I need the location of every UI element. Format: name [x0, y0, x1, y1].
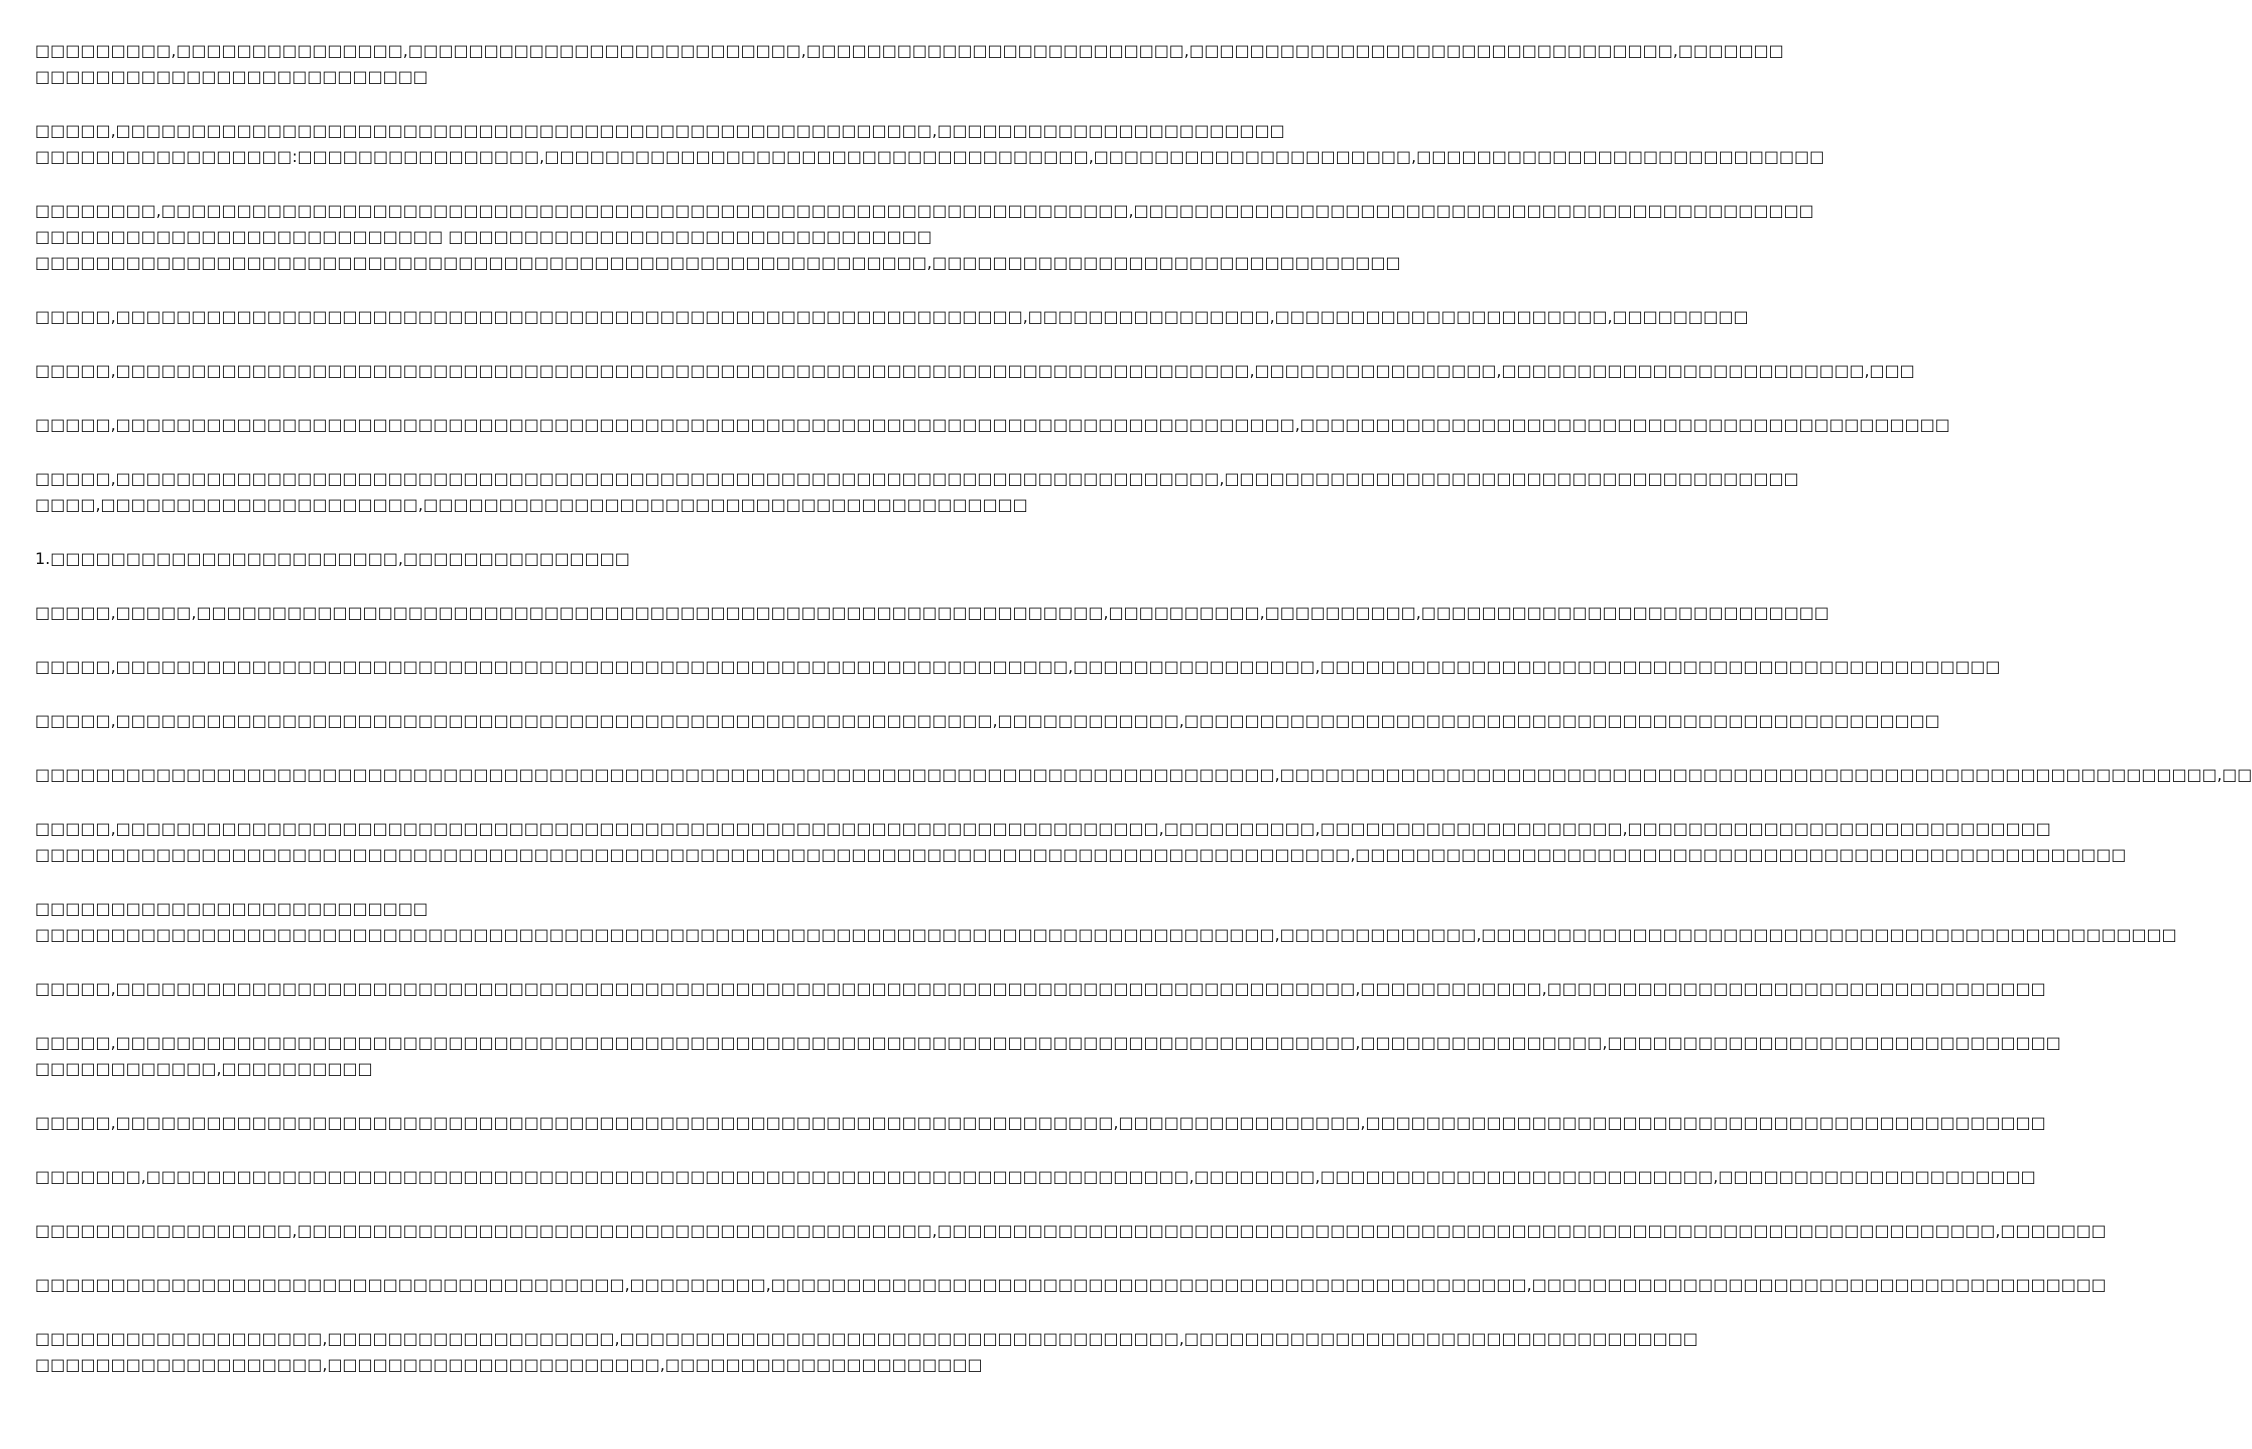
text-line: □□□□□,□□□□□□□□□□□□□□□□□□□□□□□□□□□□□□□□□□□□□□□□□□□□□□□□□□□□□□□□□□□□□□□□□□□□□□□□□,□□□□□□□□□□□□□□□□□□□□□□□□□□□□□□□□□□□□□□ [35, 469, 1799, 488]
text-line: □□□□□□□□□□□□□□□□□□□□□□□□□□□□□□□□□□□□□□□□□□□□□□□□□□□□□□□□□□□□□□□□□□□□□□□□□□□□□□□□□□□□□□□,□□□□□□□□□□□□□□□□□□□□□□□□□□□□□□□□□□□□□□□□□□□□□□□□□□□ [35, 845, 2127, 864]
text-line: □□□□□,□□□□□□□□□□□□□□□□□□□□□□□□□□□□□□□□□□□□□□□□□□□□□□□□□□□□□□□□□□□□,□□□□□□□□□□□□□□□□,□□□□□□□□□□□□□□□□□□□□□□,□□□□□□□□□ [35, 307, 1749, 326]
paragraph [35, 1272, 2107, 1298]
paragraph [35, 1030, 2061, 1082]
text-line: □□□□□□□□□□□□,□□□□□□□□□□ [35, 1059, 373, 1078]
text-line: □□□□□,□□□□□□□□□□□□□□□□□□□□□□□□□□□□□□□□□□□□□□□□□□□□□□□□□□□□□□,□□□□□□□□□□□□□□□□□□□□□□□ [35, 121, 1285, 140]
text-line: □□□□□□□□□□□□□□□□□□□□□□□□□□□□□□□□□□□□□□□,□□□□□□□□□,□□□□□□□□□□□□□□□□□□□□□□□□□□□□□□□□□□□□□□□□□□□□□□□□□□,□□□□□□□□□□□□□□□□□□□□□□□□□□□□□□□□□□□□□□ [35, 1275, 2107, 1294]
text-line: □□□□□□□□□□□□□□□□□□□□□□□□□□ [35, 67, 429, 86]
text-line: □□□□□□□,□□□□□□□□□□□□□□□□□□□□□□□□□□□□□□□□□□□□□□□□□□□□□□□□□□□□□□□□□□□□□□□□□□□□□,□□□□□□□□,□□□□□□□□□□□□□□□□□□□□□□□□□□,□□□□□□□□□□□□□□□□□□□□□ [35, 1167, 2036, 1186]
text-line: □□□□□,□□□□□□□□□□□□□□□□□□□□□□□□□□□□□□□□□□□□□□□□□□□□□□□□□□□□□□□□□□□□□□□□□□□□□,□□□□□□□□□□,□□□□□□□□□□□□□□□□□□□□,□□□□□□□□□□□□□□□□□□□□□□□□□□□□ [35, 819, 2051, 838]
paragraph [35, 816, 2127, 868]
text-line: □□□□□,□□□□□□□□□□□□□□□□□□□□□□□□□□□□□□□□□□□□□□□□□□□□□□□□□□□□□□□□□□□□□□□□□□□□□□□□□□□,□□□□□□□□□□□□□□□□,□□□□□□□□□□□□□□□□□□□□□□□□,□□□ [35, 361, 1915, 380]
paragraph [35, 708, 1940, 734]
text-line: □□□□□□□□□□□□□□□□□□□□□□□□□□□□□□□□□□□□□□□□□□□□□□□□□□□□□□□□□□□□□□□□□□□□□□□□□□□□□□□□□□,□□□□□□□□□□□□□□□□□□□□□□□□□□□□□□□□□□□□□□□□□□□□□□□□□□□□□□□□□□□□□□,□□ [35, 765, 2252, 784]
text-line: 1.□□□□□□□□□□□□□□□□□□□□□□□,□□□□□□□□□□□□□□□ [35, 549, 630, 568]
paragraph [35, 38, 1784, 90]
text-line: □□□□□□□□□□□□□□□□□□□□□□□□□□□□□□□□□□□□□□□□□□□□□□□□□□□□□□□□□□□□□□□□□□□□□□□□□□□□□□□□□□,□□□□□□□□□□□□□,□□□□□□□□□□□□□□□□□□□□□□□□□□□□□□□□□□□□□□□□□□□□□□ [35, 925, 2177, 944]
text-line: □□□□□□□□□□□□□□□□□,□□□□□□□□□□□□□□□□□□□□□□□□□□□□□□□□□□□□□□□□□□,□□□□□□□□□□□□□□□□□□□□□□□□□□□□□□□□□□□□□□□□□□□□□□□□□□□□□□□□□□□□□□□□□□□□□□,□□□□□□□ [35, 1221, 2107, 1240]
text-line: □□□□□□□□□□□□□□□□□□□□□□□□□□□□□□□□□□□□□□□□□□□□□□□□□□□□□□□□□□□,□□□□□□□□□□□□□□□□□□□□□□□□□□□□□□□ [35, 253, 1401, 272]
text-line: □□□□□,□□□□□□□□□□□□□□□□□□□□□□□□□□□□□□□□□□□□□□□□□□□□□□□□□□□□□□□□□□□□□□□□□□□□□□□□□□□□□□,□□□□□□□□□□□□□□□□□□□□□□□□□□□□□□□□□□□□□□□□□□□ [35, 415, 1950, 434]
paragraph [35, 358, 1915, 384]
text-line: □□□□□,□□□□□□□□□□□□□□□□□□□□□□□□□□□□□□□□□□□□□□□□□□□□□□□□□□□□□□□□□□,□□□□□□□□□□□□,□□□□□□□□□□□□□□□□□□□□□□□□□□□□□□□□□□□□□□□□□□□□□□□□□□ [35, 711, 1940, 730]
text-line: □□□□□□□□□□□□□□□□□□□□□□□□□□ [35, 899, 429, 918]
document-body [35, 38, 2252, 1406]
paragraph [35, 118, 1825, 170]
text-line: □□□□,□□□□□□□□□□□□□□□□□□□□□,□□□□□□□□□□□□□□□□□□□□□□□□□□□□□□□□□□□□□□□□ [35, 495, 1028, 514]
text-line: □□□□□,□□□□□□□□□□□□□□□□□□□□□□□□□□□□□□□□□□□□□□□□□□□□□□□□□□□□□□□□□□□□□□□,□□□□□□□□□□□□□□□□,□□□□□□□□□□□□□□□□□□□□□□□□□□□□□□□□□□□□□□□□□□□□□ [35, 657, 2001, 676]
paragraph [35, 412, 1950, 438]
paragraph [35, 896, 2177, 948]
text-line: □□□□□,□□□□□□□□□□□□□□□□□□□□□□□□□□□□□□□□□□□□□□□□□□□□□□□□□□□□□□□□□□□□□□□□□□□□□□□□□□□□□□□□□□,□□□□□□□□□□□□□□□□,□□□□□□□□□□□□□□□□□□□□□□□□□□□□□□ [35, 1033, 2061, 1052]
paragraph [35, 1164, 2036, 1190]
text-line: □□□□□□□□,□□□□□□□□□□□□□□□□□□□□□□□□□□□□□□□□□□□□□□□□□□□□□□□□□□□□□□□□□□□□□□□□,□□□□□□□□□□□□□□□□□□□□□□□□□□□□□□□□□□□□□□□□□□□□□ [35, 201, 1814, 220]
text-line: □□□□□□□□□□□□□□□□□□□,□□□□□□□□□□□□□□□□□□□,□□□□□□□□□□□□□□□□□□□□□□□□□□□□□□□□□□□□□,□□□□□□□□□□□□□□□□□□□□□□□□□□□□□□□□□□ [35, 1329, 1699, 1348]
paragraph [35, 654, 2001, 680]
text-line: □□□□□,□□□□□□□□□□□□□□□□□□□□□□□□□□□□□□□□□□□□□□□□□□□□□□□□□□□□□□□□□□□□□□□□□□,□□□□□□□□□□□□□□□□,□□□□□□□□□□□□□□□□□□□□□□□□□□□□□□□□□□□□□□□□□□□□□ [35, 1113, 2046, 1132]
text-line: □□□□□,□□□□□,□□□□□□□□□□□□□□□□□□□□□□□□□□□□□□□□□□□□□□□□□□□□□□□□□□□□□□□□□□□□,□□□□□□□□□□,□□□□□□□□□□,□□□□□□□□□□□□□□□□□□□□□□□□□□□ [35, 603, 1830, 622]
text-line: □□□□□□□□□□□□□□□□□□□,□□□□□□□□□□□□□□□□□□□□□□,□□□□□□□□□□□□□□□□□□□□□ [35, 1355, 983, 1374]
text-line: □□□□□□□□□□□□□□□□□□□□□□□□□□□ □□□□□□□□□□□□□□□□□□□□□□□□□□□□□□□□ [35, 227, 932, 246]
paragraph [35, 1326, 1699, 1378]
paragraph [35, 976, 2046, 1002]
paragraph [35, 466, 1799, 518]
paragraph [35, 304, 1749, 330]
paragraph [35, 762, 2252, 788]
paragraph [35, 546, 989, 572]
paragraph [35, 1110, 2046, 1136]
text-line: □□□□□□□□□,□□□□□□□□□□□□□□□,□□□□□□□□□□□□□□□□□□□□□□□□□□,□□□□□□□□□□□□□□□□□□□□□□□□□,□□□□□□□□□□□□□□□□□□□□□□□□□□□□□□□□,□□□□□□□ [35, 41, 1784, 60]
text-line: □□□□□□□□□□□□□□□□□:□□□□□□□□□□□□□□□□,□□□□□□□□□□□□□□□□□□□□□□□□□□□□□□□□□□□□,□□□□□□□□□□□□□□□□□□□□□,□□□□□□□□□□□□□□□□□□□□□□□□□□□ [35, 147, 1825, 166]
paragraph [35, 198, 1814, 276]
paragraph [35, 600, 1830, 626]
text-line: □□□□□,□□□□□□□□□□□□□□□□□□□□□□□□□□□□□□□□□□□□□□□□□□□□□□□□□□□□□□□□□□□□□□□□□□□□□□□□□□□□□□□□□□,□□□□□□□□□□□□,□□□□□□□□□□□□□□□□□□□□□□□□□□□□□□□□□ [35, 979, 2046, 998]
paragraph [35, 1218, 2107, 1244]
